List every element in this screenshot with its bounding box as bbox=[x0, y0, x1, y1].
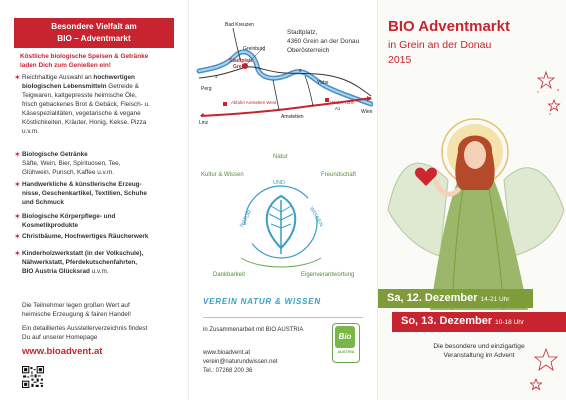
offering-line: u.v.m. bbox=[22, 128, 39, 135]
contact-email-link[interactable]: verein@naturundwissen.net bbox=[203, 359, 278, 365]
header-line-2: BIO – Adventmarkt bbox=[57, 34, 131, 43]
map-label-amstetten: Amstetten bbox=[281, 114, 304, 120]
map-label-ybbs: Ybbs bbox=[317, 80, 329, 86]
offering-line: Kosmetikprodukte bbox=[22, 222, 79, 229]
offerings-header bbox=[14, 18, 174, 48]
offering-line: Kinderholzwerkstatt (in der Volkschule), bbox=[22, 250, 144, 257]
tagline-line: Die besondere und einzigartige bbox=[433, 343, 525, 350]
logo-ring-natur: NATUR bbox=[239, 209, 254, 229]
subtitle-line-2: laden Dich zum Genießen ein! bbox=[20, 62, 111, 69]
map-label-exit-ybbs: Abfahrt Ybbs bbox=[329, 100, 354, 105]
leaf-logo-icon bbox=[201, 150, 361, 280]
offering-text bbox=[22, 249, 182, 276]
offering-text bbox=[22, 212, 182, 230]
note-line: Die Teilnehmer legen großen Wert auf bbox=[22, 302, 130, 309]
offering-item bbox=[14, 150, 182, 177]
offering-text bbox=[22, 73, 182, 136]
offering-item bbox=[14, 180, 182, 207]
offering-line: Köstlichkeiten, Kräuter, Honig, Kekse, Pizza bbox=[22, 119, 147, 126]
tagline-line: Veranstaltung im Advent bbox=[443, 352, 515, 359]
logo-word-kultur: Kultur & Wissen bbox=[201, 172, 244, 178]
offering-line: und Schmuck bbox=[22, 199, 64, 206]
middle-panel bbox=[188, 0, 378, 400]
offering-line: nisse, Geschenkartikel, Textilien, Schuhe bbox=[22, 190, 147, 197]
date-saturday: Sa, 12. Dezember bbox=[387, 292, 478, 304]
offering-item bbox=[14, 73, 182, 136]
exhibitor-note bbox=[22, 324, 147, 342]
date-sunday-banner bbox=[392, 312, 566, 332]
map-label-exit-west: Abfahrt Amstetten West bbox=[231, 100, 277, 105]
address-line: Oberösterreich bbox=[287, 47, 330, 54]
offering-line: Säfte, Wein, Bier, Spirituosen, Tee, bbox=[22, 160, 121, 167]
star-ornament-icon bbox=[528, 345, 564, 393]
logo-word-dankbarkeit: Dankbarkeit bbox=[213, 272, 246, 278]
offering-text bbox=[22, 150, 182, 177]
offering-line: Reichhaltige Auswahl an hochwertigen bbox=[22, 74, 135, 81]
offerings-subtitle bbox=[20, 52, 180, 70]
offering-line: Teigwaren, kaltgepresste heimische Öle, bbox=[22, 92, 137, 99]
logo-word-freundschaft: Freundschaft bbox=[321, 172, 357, 178]
left-panel bbox=[0, 0, 188, 400]
time-sunday: 10-18 Uhr bbox=[495, 319, 525, 326]
offering-line: biologischen Lebensmitteln Getreide & bbox=[22, 83, 139, 90]
map-label-linz: Linz bbox=[199, 120, 209, 126]
map-label-wien: Wien bbox=[361, 109, 373, 115]
map-label-greinburg: Greinburg bbox=[243, 46, 266, 52]
offering-line: Nähwerkstatt, Pferdekutschenfahrten, bbox=[22, 259, 138, 266]
offering-line: Glühwein, Punsch, Kaffee u.v.m. bbox=[22, 169, 115, 176]
map-label-road-3b: 3 bbox=[299, 68, 302, 73]
logo-word-natur: Natur bbox=[273, 154, 288, 160]
offering-text bbox=[22, 180, 182, 207]
date-saturday-banner bbox=[378, 289, 533, 308]
star-bullet-icon: ✶ bbox=[14, 212, 21, 221]
offering-text bbox=[22, 232, 182, 241]
map-label-bad-kreuzen: Bad Kreuzen bbox=[225, 22, 254, 28]
angel-illustration bbox=[378, 60, 566, 310]
bio-logo-mark: Bio bbox=[335, 326, 355, 348]
offering-line: Biologische Getränke bbox=[22, 151, 88, 158]
qr-code-icon[interactable] bbox=[22, 366, 44, 388]
star-bullet-icon: ✶ bbox=[14, 150, 21, 159]
address-line: Stadtplatz, bbox=[287, 29, 318, 36]
offering-item bbox=[14, 232, 182, 241]
time-saturday: 14-21 Uhr bbox=[480, 296, 510, 303]
offering-line: Biologische Körperpflege- und bbox=[22, 213, 116, 220]
offering-line: Handwerkliche & künstlerische Erzeug- bbox=[22, 181, 142, 188]
event-title: BIO Adventmarkt bbox=[388, 18, 510, 35]
logo-word-eigenverantwortung: Eigenverantwortung bbox=[301, 272, 355, 278]
cooperation-note: in Zusammenarbeit mit BIO AUSTRIA bbox=[203, 327, 304, 333]
contact-phone: Tel.: 07268 200 36 bbox=[203, 368, 253, 374]
map-label-perg: Perg bbox=[201, 86, 212, 92]
map-label-a1: A1 bbox=[335, 106, 341, 111]
event-location: in Grein an der Donau bbox=[388, 39, 492, 51]
note-line: Ein detailliertes Ausstellerverzeichnis findest bbox=[22, 325, 148, 332]
bio-logo-subtitle: AUSTRIA bbox=[337, 350, 355, 354]
star-bullet-icon: ✶ bbox=[14, 180, 21, 189]
offering-line: Christbäume, Hochwertiges Räucherwerk bbox=[22, 233, 149, 240]
cover-panel bbox=[377, 0, 566, 400]
map-label-road-3a: 3 bbox=[215, 74, 218, 79]
bio-austria-logo bbox=[332, 323, 360, 363]
subtitle-line-1: Köstliche biologische Speisen & Getränke bbox=[20, 53, 149, 60]
note-line: Du auf unserer Homepage bbox=[22, 334, 98, 341]
star-bullet-icon: ✶ bbox=[14, 232, 21, 241]
offering-line: BIO Austria Glücksrad u.v.m. bbox=[22, 268, 109, 275]
offering-item bbox=[14, 249, 182, 276]
star-bullet-icon: ✶ bbox=[14, 73, 21, 82]
fair-trade-note bbox=[22, 301, 131, 319]
website-link[interactable]: www.bioadvent.at bbox=[22, 346, 103, 357]
event-year: 2015 bbox=[388, 54, 412, 66]
logo-ring-und: UND bbox=[273, 180, 285, 186]
natur-und-wissen-logo bbox=[201, 150, 361, 280]
venue-address bbox=[287, 28, 359, 55]
logo-ring-wissen: WISSEN bbox=[307, 206, 324, 228]
organizer-name: VEREIN NATUR & WISSEN bbox=[203, 297, 321, 306]
star-bullet-icon: ✶ bbox=[14, 249, 21, 258]
contact-block bbox=[203, 349, 277, 376]
divider bbox=[203, 317, 363, 318]
header-line-1: Besondere Vielfalt am bbox=[51, 22, 137, 31]
note-line: heimische Erzeugung & fairen Handel! bbox=[22, 311, 132, 318]
map-label-stadtplatz: Stadtplatz bbox=[229, 58, 253, 64]
date-sunday: So, 13. Dezember bbox=[401, 315, 493, 327]
offering-line: frisch gebackenes Brot & Gebäck, Fleisch- u. bbox=[22, 101, 150, 108]
address-line: 4360 Grein an der Donau bbox=[287, 38, 360, 45]
offering-item bbox=[14, 212, 182, 230]
map-label-grein: Grein bbox=[233, 64, 247, 70]
contact-website-link[interactable]: www.bioadvent.at bbox=[203, 350, 251, 356]
offering-line: Käsespezialitäten, vegetarische & vegane bbox=[22, 110, 141, 117]
